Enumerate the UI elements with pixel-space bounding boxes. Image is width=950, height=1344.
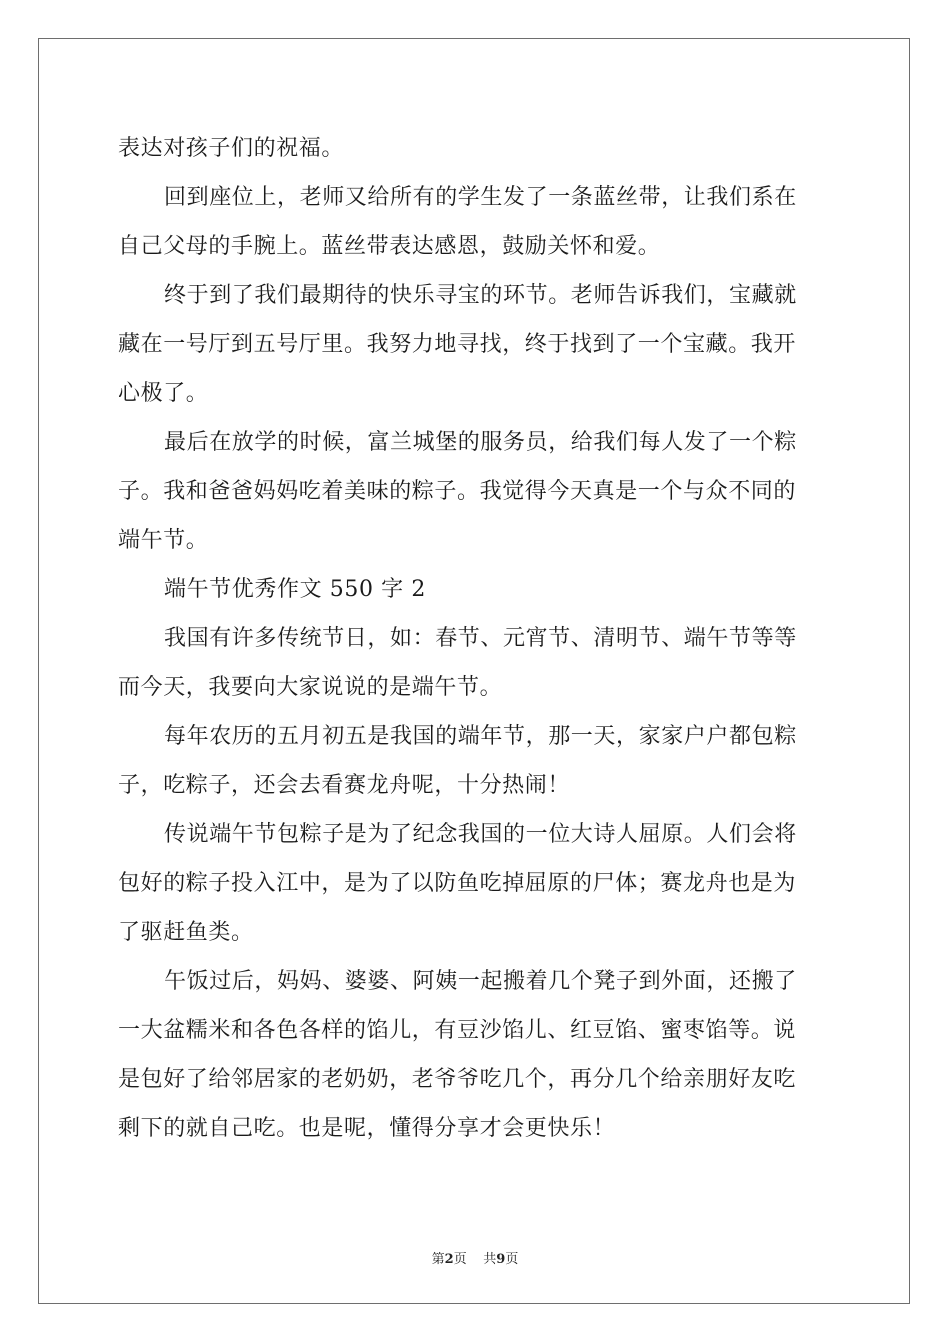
- text-line: 而今天，我要向大家说说的是端午节。: [118, 675, 503, 700]
- text-line: 每年农历的五月初五是我国的端年节，那一天，家家户户都包粽: [164, 724, 797, 749]
- section-heading: 端午节优秀作文 550 字 2: [164, 577, 426, 602]
- text-line: 午饭过后，妈妈、婆婆、阿姨一起搬着几个凳子到外面，还搬了: [164, 969, 797, 994]
- text-line: 端午节。: [118, 528, 209, 553]
- document-body: [118, 124, 834, 1153]
- total-label-prefix: 共: [483, 1252, 497, 1267]
- text-line: 传说端午节包粽子是为了纪念我国的一位大诗人屈原。人们会将: [164, 822, 797, 847]
- text-line: 子。我和爸爸妈妈吃着美味的粽子。我觉得今天真是一个与众不同的: [118, 479, 797, 504]
- text-line: 最后在放学的时候，富兰城堡的服务员，给我们每人发了一个粽: [164, 430, 797, 455]
- page-number: 2: [444, 1252, 454, 1267]
- text-line: 心极了。: [118, 381, 209, 406]
- text-line: 包好的粽子投入江中，是为了以防鱼吃掉屈原的尸体；赛龙舟也是为: [118, 871, 797, 896]
- text-line: 是包好了给邻居家的老奶奶，老爷爷吃几个，再分几个给亲朋好友吃: [118, 1067, 797, 1092]
- text-line: 了驱赶鱼类。: [118, 920, 254, 945]
- text-line: 藏在一号厅到五号厅里。我努力地寻找，终于找到了一个宝藏。我开: [118, 332, 797, 357]
- page-footer: [0, 1248, 950, 1267]
- text-line: 表达对孩子们的祝福。: [118, 136, 345, 161]
- page-label-suffix: 页: [453, 1252, 467, 1267]
- text-line: 我国有许多传统节日，如：春节、元宵节、清明节、端午节等等: [164, 626, 797, 651]
- text-line: 剩下的就自己吃。也是呢，懂得分享才会更快乐！: [118, 1116, 616, 1141]
- page-label-prefix: 第: [431, 1252, 445, 1267]
- text-line: 一大盆糯米和各色各样的馅儿，有豆沙馅儿、红豆馅、蜜枣馅等。说: [118, 1018, 797, 1043]
- total-label-suffix: 页: [505, 1252, 519, 1267]
- text-line: 子，吃粽子，还会去看赛龙舟呢，十分热闹！: [118, 773, 571, 798]
- text-line: 终于到了我们最期待的快乐寻宝的环节。老师告诉我们，宝藏就: [164, 283, 797, 308]
- text-line: 回到座位上，老师又给所有的学生发了一条蓝丝带，让我们系在: [164, 185, 797, 210]
- total-pages: 9: [496, 1252, 506, 1267]
- text-line: 自己父母的手腕上。蓝丝带表达感恩，鼓励关怀和爱。: [118, 234, 661, 259]
